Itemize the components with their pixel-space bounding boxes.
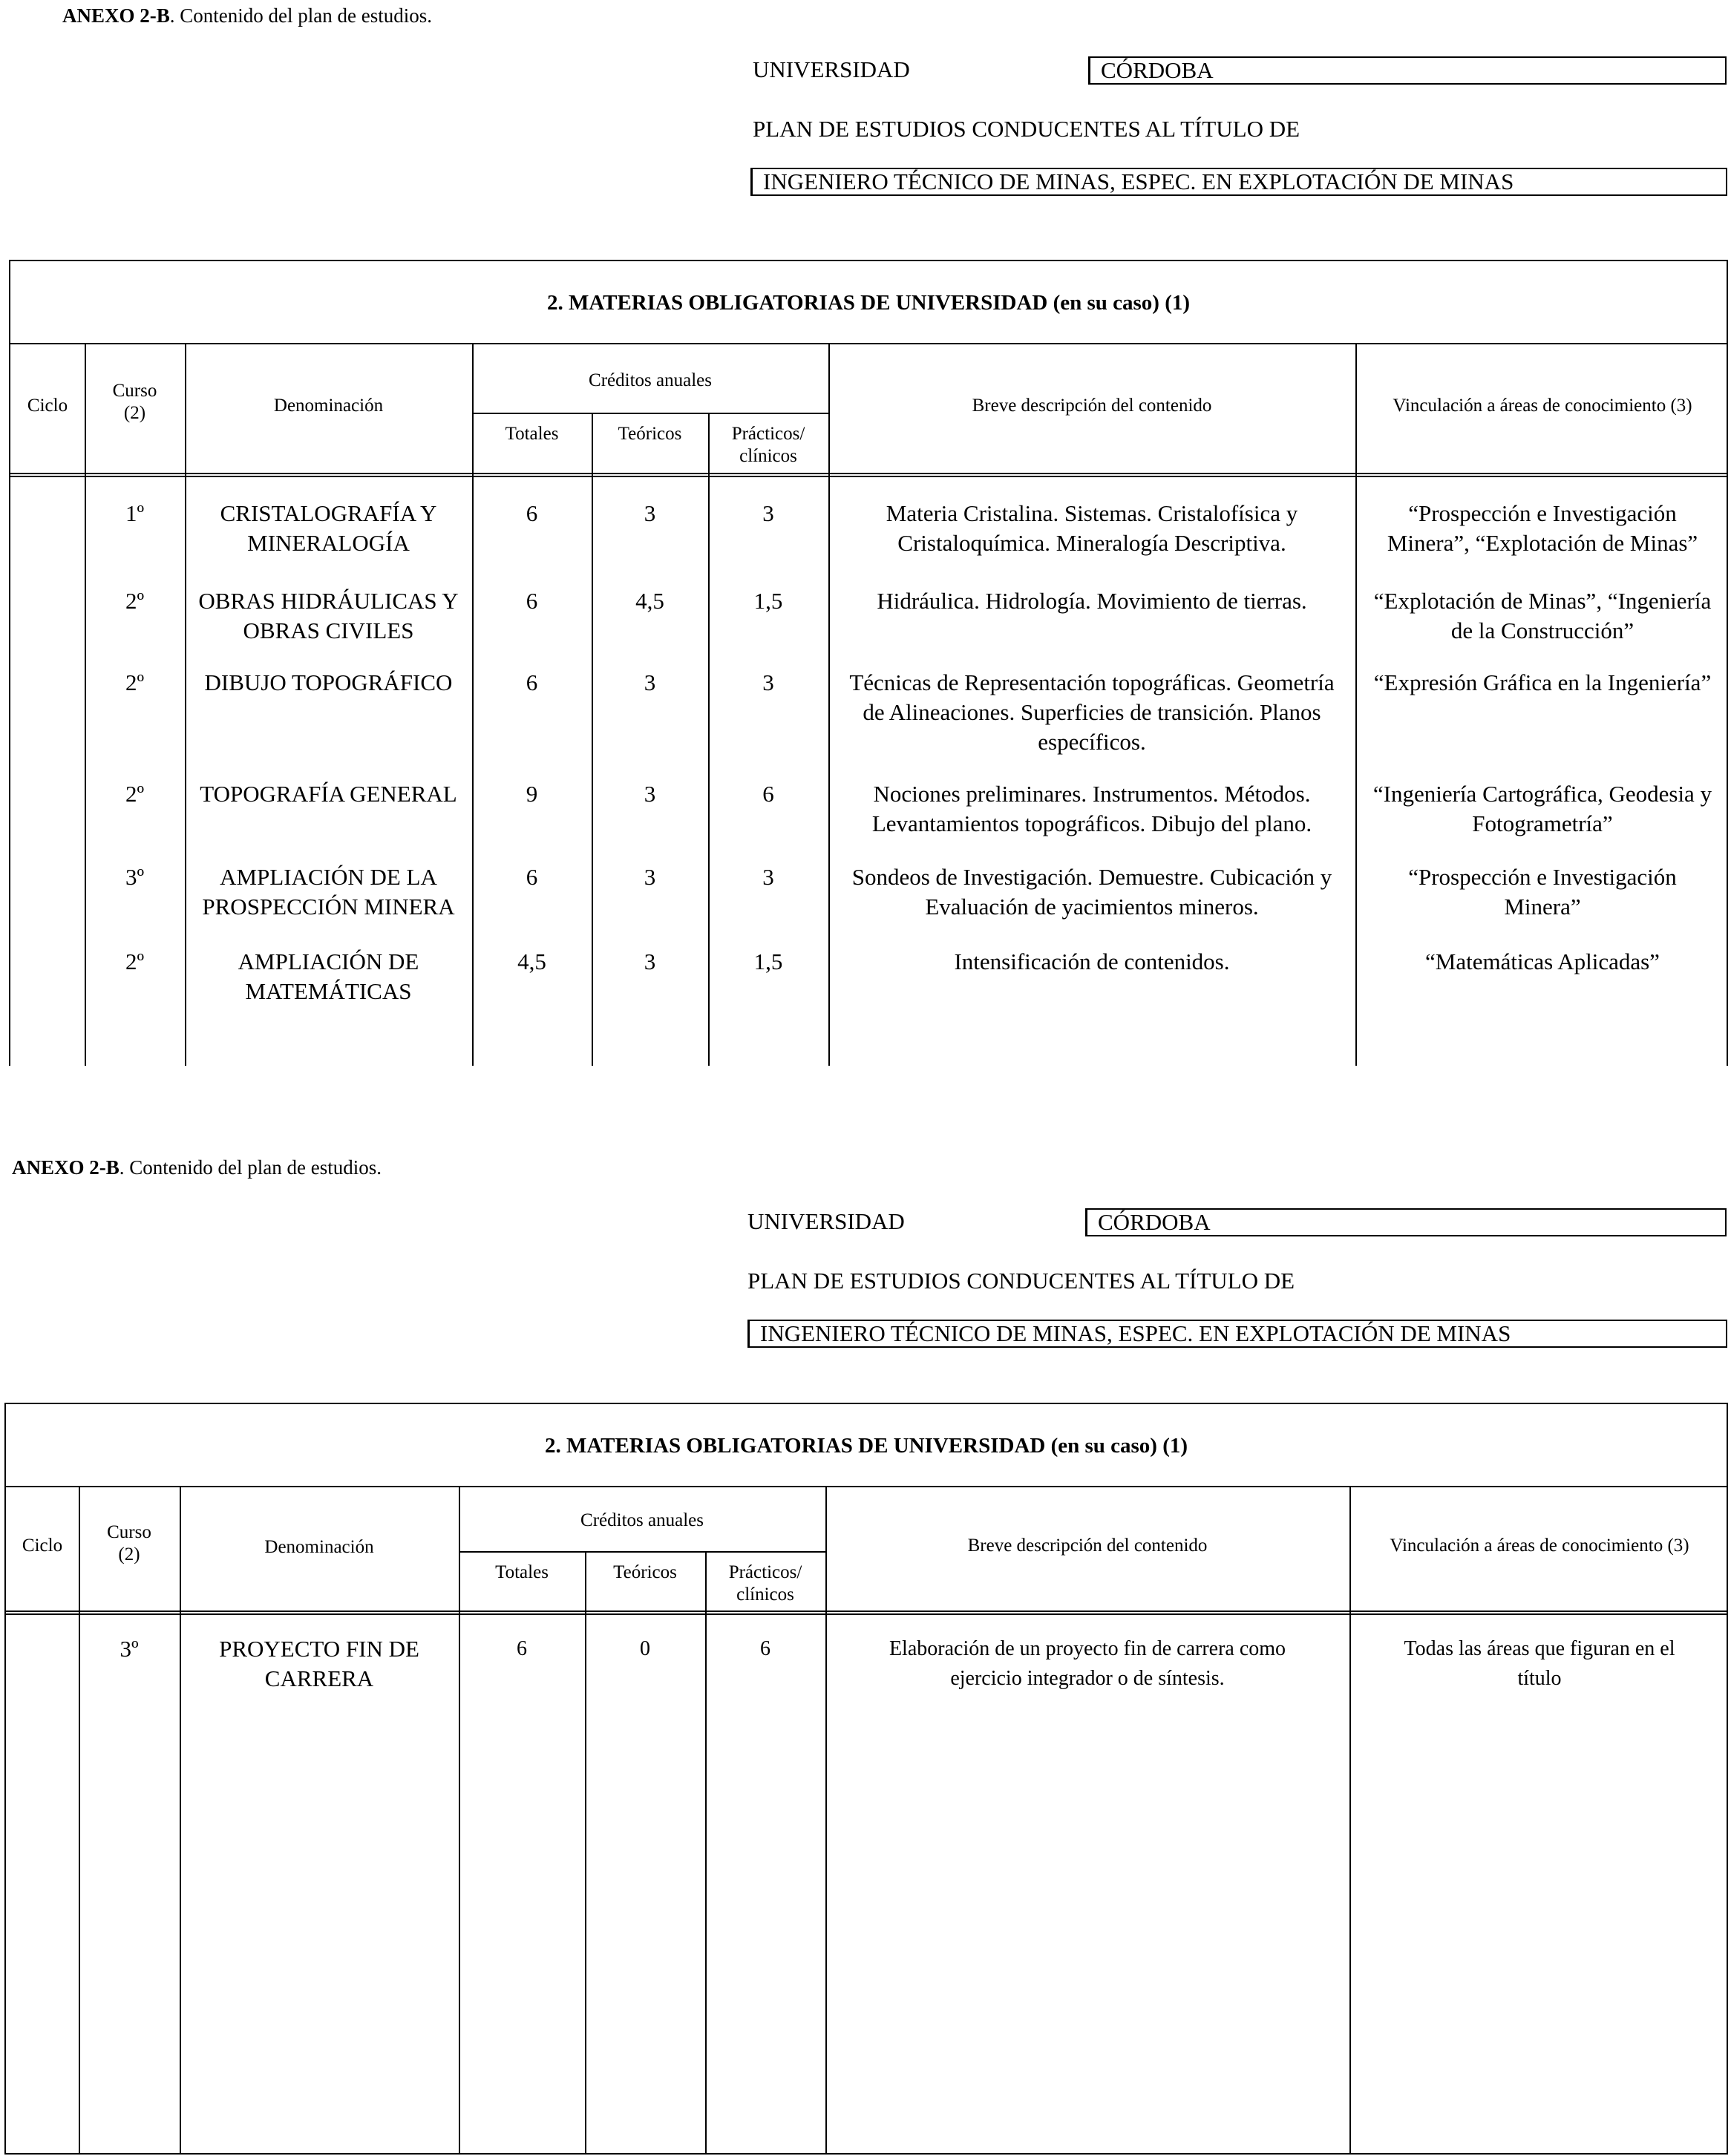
row-vinculacion: “Explotación de Minas”, “Ingeniería de la Construcción”: [1373, 588, 1712, 643]
row-teoricos: 3: [644, 864, 656, 890]
row-curso: 2º: [125, 588, 145, 614]
row-denominacion: AMPLIACIÓN DE LA PROSPECCIÓN MINERA: [202, 864, 455, 920]
annex-heading: [62, 4, 432, 27]
row-vinculacion: “Expresión Gráfica en la Ingeniería”: [1373, 669, 1712, 695]
row-practicos: 3: [762, 500, 774, 526]
col-denominacion: Denominación: [273, 396, 384, 416]
row-curso: 1º: [125, 500, 145, 526]
row-denominacion: OBRAS HIDRÁULICAS Y OBRAS CIVILES: [198, 588, 459, 643]
row-vinculacion: “Matemáticas Aplicadas”: [1425, 948, 1660, 974]
table-title: 2. MATERIAS OBLIGATORIAS DE UNIVERSIDAD (en su caso) (1): [544, 1434, 1188, 1458]
col-totales: Totales: [495, 1562, 549, 1582]
col-ciclo: Ciclo: [22, 1536, 63, 1556]
col-teoricos: Teóricos: [618, 424, 682, 444]
row-practicos: 1,5: [753, 948, 783, 974]
row-practicos: 3: [762, 864, 774, 890]
row-curso: 3º: [120, 1636, 139, 1662]
subjects-table: [4, 1403, 1728, 2155]
col-descripcion: Breve descripción del contenido: [967, 1536, 1208, 1556]
row-practicos: 6: [762, 781, 774, 807]
row-vinculacion: Todas las áreas que figuran en el título: [1404, 1637, 1675, 1690]
degree-field: INGENIERO TÉCNICO DE MINAS, ESPEC. EN EXPLOTACIÓN DE MINAS: [747, 1320, 1727, 1348]
row-teoricos: 3: [644, 669, 656, 695]
row-descripcion: Nociones preliminares. Instrumentos. Métodos. Levantamientos topográficos. Dibujo del plano.: [871, 781, 1312, 836]
annex-text: . Contenido del plan de estudios.: [119, 1156, 382, 1179]
table-title: 2. MATERIAS OBLIGATORIAS DE UNIVERSIDAD (en su caso) (1): [546, 291, 1191, 315]
row-teoricos: 0: [640, 1637, 650, 1660]
row-teoricos: 3: [644, 500, 656, 526]
row-descripcion: Hidráulica. Hidrología. Movimiento de tierras.: [877, 588, 1307, 614]
row-teoricos: 3: [644, 948, 656, 974]
row-denominacion: TOPOGRAFÍA GENERAL: [200, 781, 457, 807]
row-denominacion: CRISTALOGRAFÍA Y MINERALOGÍA: [220, 500, 437, 556]
col-practicos: Prácticos/ clínicos: [728, 1562, 802, 1605]
row-practicos: 1,5: [753, 588, 783, 614]
row-curso: 3º: [125, 864, 145, 890]
row-totales: 6: [526, 669, 538, 695]
row-descripcion: Sondeos de Investigación. Demuestre. Cubicación y Evaluación de yacimientos mineros.: [851, 864, 1332, 920]
row-vinculacion: “Prospección e Investigación Minera”, “Explotación de Minas”: [1387, 500, 1698, 556]
row-descripcion: Intensificación de contenidos.: [954, 948, 1230, 974]
university-field: CÓRDOBA: [1085, 1208, 1727, 1236]
plan-label: PLAN DE ESTUDIOS CONDUCENTES AL TÍTULO DE: [753, 116, 1300, 142]
annex-text: . Contenido del plan de estudios.: [169, 4, 432, 27]
col-denominacion: Denominación: [264, 1537, 374, 1557]
row-curso: 2º: [125, 948, 145, 974]
row-totales: 9: [526, 781, 538, 807]
row-descripcion: Técnicas de Representación topográficas. Geometría de Alineaciones. Superficies de transición. Planos específicos.: [849, 669, 1335, 755]
col-creditos: Créditos anuales: [580, 1510, 704, 1530]
col-creditos: Créditos anuales: [589, 370, 712, 390]
university-label: UNIVERSIDAD: [747, 1208, 905, 1234]
row-teoricos: 4,5: [635, 588, 664, 614]
row-totales: 6: [517, 1637, 527, 1660]
annex-label: ANEXO 2-B: [12, 1156, 120, 1179]
row-vinculacion: “Ingeniería Cartográfica, Geodesia y Fotogrametría”: [1372, 781, 1712, 836]
row-practicos: 3: [762, 669, 774, 695]
row-vinculacion: “Prospección e Investigación Minera”: [1408, 864, 1677, 920]
annex-heading: [12, 1156, 382, 1179]
col-totales: Totales: [505, 424, 559, 444]
degree-field: INGENIERO TÉCNICO DE MINAS, ESPEC. EN EXPLOTACIÓN DE MINAS: [750, 168, 1727, 196]
row-totales: 6: [526, 500, 538, 526]
row-practicos: 6: [760, 1637, 770, 1660]
row-totales: 4,5: [517, 948, 546, 974]
row-totales: 6: [526, 588, 538, 614]
col-curso: Curso (2): [112, 381, 157, 423]
plan-label: PLAN DE ESTUDIOS CONDUCENTES AL TÍTULO DE: [747, 1268, 1295, 1294]
annex-label: ANEXO 2-B: [62, 4, 170, 27]
row-denominacion: DIBUJO TOPOGRÁFICO: [204, 669, 453, 695]
col-practicos: Prácticos/ clínicos: [731, 424, 805, 466]
university-label: UNIVERSIDAD: [753, 56, 910, 82]
col-vinculacion: Vinculación a áreas de conocimiento (3): [1390, 1536, 1689, 1556]
row-descripcion: Elaboración de un proyecto fin de carrera como ejercicio integrador o de síntesis.: [889, 1637, 1286, 1690]
col-descripcion: Breve descripción del contenido: [972, 396, 1212, 416]
row-descripcion: Materia Cristalina. Sistemas. Cristalofísica y Cristaloquímica. Mineralogía Descriptiva.: [886, 500, 1298, 556]
row-denominacion: AMPLIACIÓN DE MATEMÁTICAS: [238, 948, 419, 1004]
col-curso: Curso (2): [107, 1522, 151, 1564]
col-ciclo: Ciclo: [27, 396, 68, 416]
row-curso: 2º: [125, 669, 145, 695]
university-field: CÓRDOBA: [1088, 56, 1727, 85]
row-totales: 6: [526, 864, 538, 890]
row-denominacion: PROYECTO FIN DE CARRERA: [219, 1636, 419, 1691]
col-vinculacion: Vinculación a áreas de conocimiento (3): [1393, 396, 1692, 416]
row-teoricos: 3: [644, 781, 656, 807]
row-curso: 2º: [125, 781, 145, 807]
subjects-table: [9, 260, 1728, 1066]
col-teoricos: Teóricos: [613, 1562, 677, 1582]
